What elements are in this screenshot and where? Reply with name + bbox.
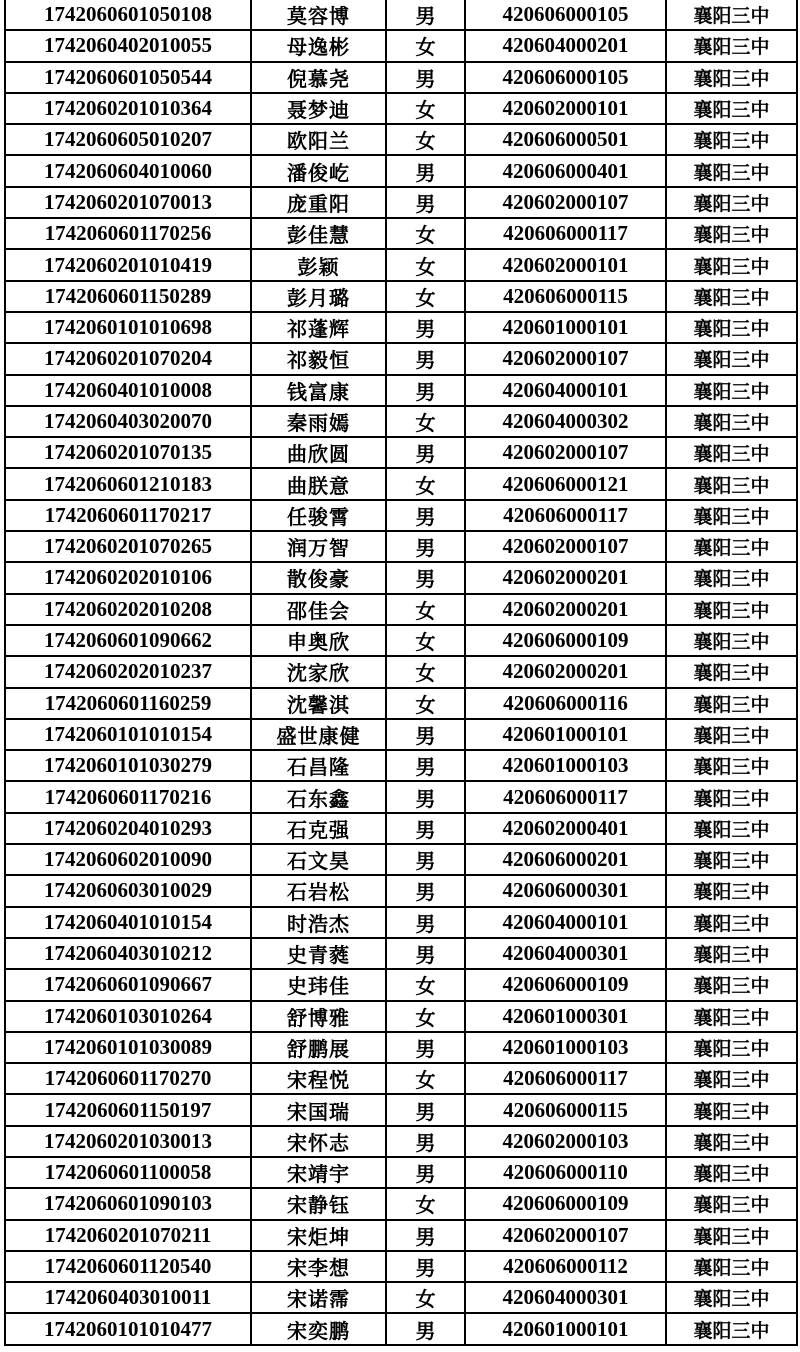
cell-name: 曲朕意 (251, 468, 386, 499)
cell-gender: 女 (386, 594, 465, 625)
table-row (5, 1282, 797, 1313)
table-row (5, 907, 797, 938)
table-row (5, 813, 797, 844)
cell-class-code: 420606000115 (465, 281, 666, 312)
cell-school: 襄阳三中 (666, 281, 797, 312)
cell-name: 石岩松 (251, 875, 386, 906)
cell-exam-id: 1742060601090667 (5, 969, 251, 1000)
table-row (5, 406, 797, 437)
cell-school: 襄阳三中 (666, 656, 797, 687)
cell-name: 宋国瑞 (251, 1094, 386, 1125)
cell-school: 襄阳三中 (666, 594, 797, 625)
cell-name: 时浩杰 (251, 907, 386, 938)
cell-gender: 男 (386, 938, 465, 969)
table-row (5, 531, 797, 562)
cell-exam-id: 1742060101010698 (5, 312, 251, 343)
cell-name: 祁蓬辉 (251, 312, 386, 343)
table-row (5, 1001, 797, 1032)
cell-gender: 男 (386, 1032, 465, 1063)
cell-exam-id: 1742060201070265 (5, 531, 251, 562)
cell-exam-id: 1742060201070211 (5, 1220, 251, 1251)
cell-gender: 女 (386, 281, 465, 312)
cell-gender: 女 (386, 688, 465, 719)
cell-exam-id: 1742060101010154 (5, 719, 251, 750)
cell-exam-id: 1742060601210183 (5, 468, 251, 499)
cell-name: 石克强 (251, 813, 386, 844)
cell-name: 倪慕尧 (251, 62, 386, 93)
cell-school: 襄阳三中 (666, 1063, 797, 1094)
cell-exam-id: 1742060601150289 (5, 281, 251, 312)
cell-class-code: 420602000107 (465, 187, 666, 218)
cell-exam-id: 1742060602010090 (5, 844, 251, 875)
cell-gender: 女 (386, 1188, 465, 1219)
cell-class-code: 420601000101 (465, 312, 666, 343)
cell-name: 欧阳兰 (251, 124, 386, 155)
cell-class-code: 420601000301 (465, 1001, 666, 1032)
cell-gender: 女 (386, 249, 465, 280)
cell-name: 散俊豪 (251, 562, 386, 593)
cell-class-code: 420606000115 (465, 1094, 666, 1125)
table-row (5, 155, 797, 186)
cell-school: 襄阳三中 (666, 124, 797, 155)
table-row (5, 1094, 797, 1125)
cell-school: 襄阳三中 (666, 1282, 797, 1313)
cell-school: 襄阳三中 (666, 844, 797, 875)
table-row (5, 719, 797, 750)
cell-name: 秦雨嫣 (251, 406, 386, 437)
cell-gender: 女 (386, 406, 465, 437)
cell-school: 襄阳三中 (666, 531, 797, 562)
cell-class-code: 420604000301 (465, 938, 666, 969)
cell-exam-id: 1742060101030089 (5, 1032, 251, 1063)
table-row (5, 187, 797, 218)
cell-class-code: 420606000201 (465, 844, 666, 875)
cell-school: 襄阳三中 (666, 1251, 797, 1282)
table-row (5, 437, 797, 468)
cell-class-code: 420606000105 (465, 0, 666, 30)
cell-exam-id: 1742060403010212 (5, 938, 251, 969)
cell-school: 襄阳三中 (666, 1313, 797, 1344)
cell-class-code: 420606000112 (465, 1251, 666, 1282)
table-row (5, 625, 797, 656)
table-row (5, 93, 797, 124)
cell-gender: 男 (386, 813, 465, 844)
table-row (5, 218, 797, 249)
cell-exam-id: 1742060601160259 (5, 688, 251, 719)
cell-school: 襄阳三中 (666, 688, 797, 719)
cell-school: 襄阳三中 (666, 0, 797, 30)
cell-gender: 男 (386, 312, 465, 343)
cell-name: 史青蕤 (251, 938, 386, 969)
cell-name: 祁毅恒 (251, 343, 386, 374)
cell-exam-id: 1742060201070204 (5, 343, 251, 374)
cell-gender: 男 (386, 187, 465, 218)
cell-school: 襄阳三中 (666, 62, 797, 93)
cell-school: 襄阳三中 (666, 406, 797, 437)
cell-class-code: 420606000116 (465, 688, 666, 719)
cell-exam-id: 1742060103010264 (5, 1001, 251, 1032)
table-row (5, 844, 797, 875)
cell-name: 宋程悦 (251, 1063, 386, 1094)
cell-class-code: 420604000101 (465, 375, 666, 406)
cell-gender: 女 (386, 93, 465, 124)
table-row (5, 1313, 797, 1344)
cell-gender: 男 (386, 562, 465, 593)
student-roster-body (5, 0, 797, 1345)
cell-name: 舒博雅 (251, 1001, 386, 1032)
cell-class-code: 420606000117 (465, 500, 666, 531)
cell-class-code: 420606000105 (465, 62, 666, 93)
cell-exam-id: 1742060403020070 (5, 406, 251, 437)
table-row (5, 781, 797, 812)
cell-class-code: 420606000110 (465, 1157, 666, 1188)
table-row (5, 938, 797, 969)
cell-class-code: 420602000107 (465, 1220, 666, 1251)
cell-name: 史玮佳 (251, 969, 386, 1000)
cell-school: 襄阳三中 (666, 875, 797, 906)
cell-class-code: 420602000201 (465, 594, 666, 625)
cell-gender: 男 (386, 1251, 465, 1282)
cell-school: 襄阳三中 (666, 1126, 797, 1157)
cell-gender: 男 (386, 343, 465, 374)
table-row (5, 1032, 797, 1063)
cell-school: 襄阳三中 (666, 781, 797, 812)
cell-class-code: 420602000201 (465, 656, 666, 687)
cell-name: 宋诺霈 (251, 1282, 386, 1313)
cell-name: 宋靖宇 (251, 1157, 386, 1188)
cell-school: 襄阳三中 (666, 562, 797, 593)
cell-school: 襄阳三中 (666, 1094, 797, 1125)
cell-school: 襄阳三中 (666, 312, 797, 343)
cell-exam-id: 1742060204010293 (5, 813, 251, 844)
cell-class-code: 420602000201 (465, 562, 666, 593)
table-row (5, 750, 797, 781)
cell-name: 沈馨淇 (251, 688, 386, 719)
cell-school: 襄阳三中 (666, 813, 797, 844)
cell-class-code: 420602000101 (465, 249, 666, 280)
cell-school: 襄阳三中 (666, 969, 797, 1000)
table-row (5, 969, 797, 1000)
table-row (5, 1251, 797, 1282)
cell-gender: 男 (386, 1313, 465, 1344)
table-row (5, 656, 797, 687)
cell-gender: 男 (386, 500, 465, 531)
cell-class-code: 420602000101 (465, 93, 666, 124)
cell-name: 申奥欣 (251, 625, 386, 656)
cell-gender: 男 (386, 531, 465, 562)
cell-name: 曲欣圆 (251, 437, 386, 468)
cell-school: 襄阳三中 (666, 1032, 797, 1063)
cell-class-code: 420606000109 (465, 969, 666, 1000)
cell-name: 石昌隆 (251, 750, 386, 781)
cell-name: 石文昊 (251, 844, 386, 875)
table-row (5, 1126, 797, 1157)
table-row (5, 281, 797, 312)
cell-gender: 男 (386, 155, 465, 186)
cell-school: 襄阳三中 (666, 625, 797, 656)
cell-school: 襄阳三中 (666, 468, 797, 499)
table-row (5, 0, 797, 30)
cell-school: 襄阳三中 (666, 155, 797, 186)
cell-exam-id: 1742060601170217 (5, 500, 251, 531)
cell-gender: 男 (386, 62, 465, 93)
cell-class-code: 420601000103 (465, 1032, 666, 1063)
cell-name: 宋怀志 (251, 1126, 386, 1157)
cell-class-code: 420606000117 (465, 218, 666, 249)
table-row (5, 562, 797, 593)
cell-gender: 男 (386, 750, 465, 781)
cell-name: 聂梦迪 (251, 93, 386, 124)
cell-name: 宋奕鹏 (251, 1313, 386, 1344)
cell-class-code: 420601000103 (465, 750, 666, 781)
cell-gender: 男 (386, 1094, 465, 1125)
cell-exam-id: 1742060601050544 (5, 62, 251, 93)
cell-school: 襄阳三中 (666, 218, 797, 249)
cell-school: 襄阳三中 (666, 249, 797, 280)
table-row (5, 1063, 797, 1094)
cell-gender: 女 (386, 1282, 465, 1313)
table-row (5, 343, 797, 374)
cell-class-code: 420606000401 (465, 155, 666, 186)
cell-class-code: 420606000117 (465, 1063, 666, 1094)
cell-name: 盛世康健 (251, 719, 386, 750)
cell-gender: 女 (386, 656, 465, 687)
cell-exam-id: 1742060402010055 (5, 30, 251, 61)
cell-exam-id: 1742060201070135 (5, 437, 251, 468)
cell-school: 襄阳三中 (666, 1157, 797, 1188)
cell-school: 襄阳三中 (666, 30, 797, 61)
cell-name: 钱富康 (251, 375, 386, 406)
cell-exam-id: 1742060101030279 (5, 750, 251, 781)
cell-name: 宋炬坤 (251, 1220, 386, 1251)
cell-class-code: 420602000401 (465, 813, 666, 844)
cell-name: 润万智 (251, 531, 386, 562)
cell-exam-id: 1742060601120540 (5, 1251, 251, 1282)
cell-name: 庞重阳 (251, 187, 386, 218)
cell-exam-id: 1742060601170270 (5, 1063, 251, 1094)
cell-name: 潘俊屹 (251, 155, 386, 186)
cell-class-code: 420606000501 (465, 124, 666, 155)
cell-class-code: 420606000109 (465, 625, 666, 656)
cell-class-code: 420601000101 (465, 719, 666, 750)
cell-gender: 女 (386, 1001, 465, 1032)
cell-gender: 女 (386, 124, 465, 155)
cell-school: 襄阳三中 (666, 719, 797, 750)
cell-name: 宋李想 (251, 1251, 386, 1282)
cell-gender: 女 (386, 468, 465, 499)
cell-class-code: 420602000107 (465, 531, 666, 562)
table-row (5, 249, 797, 280)
cell-exam-id: 1742060201010419 (5, 249, 251, 280)
cell-gender: 男 (386, 1220, 465, 1251)
cell-school: 襄阳三中 (666, 1001, 797, 1032)
cell-gender: 女 (386, 625, 465, 656)
cell-gender: 男 (386, 0, 465, 30)
cell-name: 莫容博 (251, 0, 386, 30)
table-row (5, 1220, 797, 1251)
cell-name: 彭颖 (251, 249, 386, 280)
cell-exam-id: 1742060601090103 (5, 1188, 251, 1219)
cell-school: 襄阳三中 (666, 93, 797, 124)
cell-gender: 男 (386, 437, 465, 468)
cell-gender: 女 (386, 218, 465, 249)
table-row (5, 468, 797, 499)
table-row (5, 1188, 797, 1219)
cell-name: 宋静钰 (251, 1188, 386, 1219)
cell-class-code: 420604000301 (465, 1282, 666, 1313)
cell-school: 襄阳三中 (666, 500, 797, 531)
cell-exam-id: 1742060202010208 (5, 594, 251, 625)
cell-class-code: 420606000117 (465, 781, 666, 812)
cell-exam-id: 1742060401010008 (5, 375, 251, 406)
cell-school: 襄阳三中 (666, 1188, 797, 1219)
cell-exam-id: 1742060603010029 (5, 875, 251, 906)
cell-exam-id: 1742060601150197 (5, 1094, 251, 1125)
cell-name: 彭月璐 (251, 281, 386, 312)
cell-class-code: 420606000121 (465, 468, 666, 499)
table-row (5, 30, 797, 61)
cell-name: 任骏霄 (251, 500, 386, 531)
cell-gender: 男 (386, 875, 465, 906)
cell-school: 襄阳三中 (666, 343, 797, 374)
table-row (5, 62, 797, 93)
cell-gender: 女 (386, 30, 465, 61)
cell-class-code: 420602000107 (465, 343, 666, 374)
cell-exam-id: 1742060403010011 (5, 1282, 251, 1313)
cell-class-code: 420601000101 (465, 1313, 666, 1344)
cell-exam-id: 1742060201030013 (5, 1126, 251, 1157)
cell-class-code: 420602000103 (465, 1126, 666, 1157)
table-row (5, 124, 797, 155)
cell-name: 母逸彬 (251, 30, 386, 61)
cell-school: 襄阳三中 (666, 187, 797, 218)
cell-class-code: 420606000301 (465, 875, 666, 906)
cell-exam-id: 1742060601090662 (5, 625, 251, 656)
table-row (5, 1157, 797, 1188)
cell-name: 彭佳慧 (251, 218, 386, 249)
cell-name: 石东鑫 (251, 781, 386, 812)
cell-school: 襄阳三中 (666, 750, 797, 781)
table-row (5, 375, 797, 406)
cell-class-code: 420604000101 (465, 907, 666, 938)
cell-gender: 女 (386, 1063, 465, 1094)
cell-class-code: 420606000109 (465, 1188, 666, 1219)
cell-exam-id: 1742060604010060 (5, 155, 251, 186)
cell-gender: 男 (386, 375, 465, 406)
cell-school: 襄阳三中 (666, 437, 797, 468)
student-roster-table (4, 0, 798, 1346)
cell-school: 襄阳三中 (666, 907, 797, 938)
cell-class-code: 420604000201 (465, 30, 666, 61)
cell-exam-id: 1742060605010207 (5, 124, 251, 155)
cell-exam-id: 1742060601100058 (5, 1157, 251, 1188)
table-row (5, 688, 797, 719)
table-row (5, 594, 797, 625)
table-row (5, 312, 797, 343)
cell-exam-id: 1742060101010477 (5, 1313, 251, 1344)
table-row (5, 500, 797, 531)
cell-school: 襄阳三中 (666, 375, 797, 406)
cell-name: 沈家欣 (251, 656, 386, 687)
cell-school: 襄阳三中 (666, 1220, 797, 1251)
cell-exam-id: 1742060601170216 (5, 781, 251, 812)
cell-gender: 男 (386, 719, 465, 750)
cell-gender: 男 (386, 1157, 465, 1188)
cell-exam-id: 1742060601050108 (5, 0, 251, 30)
cell-exam-id: 1742060202010106 (5, 562, 251, 593)
cell-class-code: 420604000302 (465, 406, 666, 437)
cell-exam-id: 1742060201010364 (5, 93, 251, 124)
cell-exam-id: 1742060201070013 (5, 187, 251, 218)
cell-name: 邵佳会 (251, 594, 386, 625)
table-row (5, 875, 797, 906)
cell-exam-id: 1742060601170256 (5, 218, 251, 249)
cell-name: 舒鹏展 (251, 1032, 386, 1063)
cell-gender: 男 (386, 844, 465, 875)
cell-school: 襄阳三中 (666, 938, 797, 969)
cell-gender: 女 (386, 969, 465, 1000)
cell-gender: 男 (386, 907, 465, 938)
cell-exam-id: 1742060202010237 (5, 656, 251, 687)
cell-gender: 男 (386, 1126, 465, 1157)
cell-exam-id: 1742060401010154 (5, 907, 251, 938)
cell-class-code: 420602000107 (465, 437, 666, 468)
cell-gender: 男 (386, 781, 465, 812)
